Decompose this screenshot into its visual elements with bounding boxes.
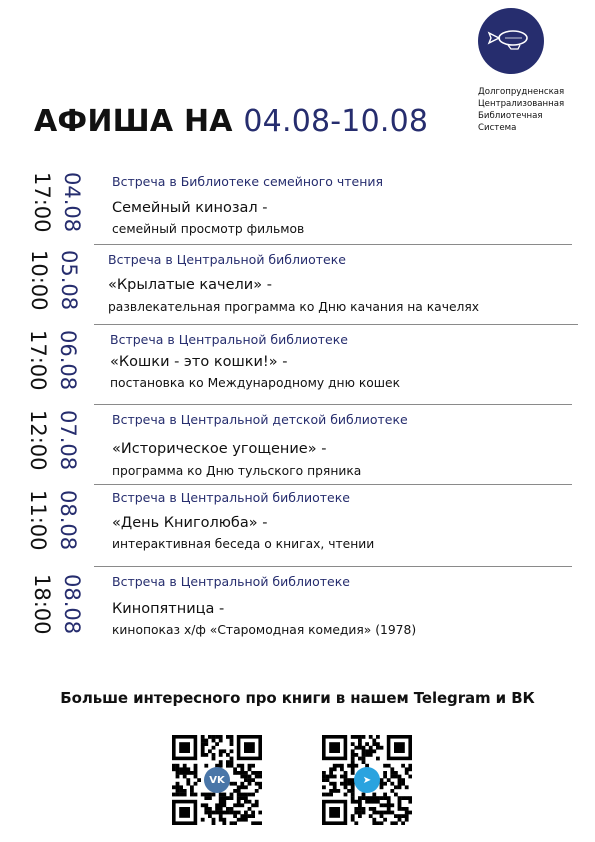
org-line: Библиотечная: [478, 111, 543, 121]
org-line: Централизованная: [478, 99, 565, 109]
title-dates: 04.08-10.08: [243, 104, 429, 139]
divider: [94, 324, 578, 325]
event-description: программа ко Дню тульского пряника: [112, 464, 362, 478]
event-date: 08.08: [56, 490, 80, 551]
org-line: Долгопрудненская: [478, 87, 565, 97]
divider: [94, 404, 572, 405]
event-time: 11:00: [26, 490, 50, 551]
event-date: 04.08: [60, 172, 84, 233]
event-date: 07.08: [56, 410, 80, 471]
telegram-icon: ➤: [354, 767, 380, 793]
event-time: 12:00: [26, 410, 50, 471]
event-time: 17:00: [26, 330, 50, 391]
library-logo: [478, 8, 544, 74]
event-date: 06.08: [56, 330, 80, 391]
event-venue: Встреча в Библиотеке семейного чтения: [112, 174, 384, 189]
event-venue: Встреча в Центральной библиотеке: [112, 574, 350, 589]
event-description: кинопоказ х/ф «Старомодная комедия» (1978): [112, 623, 417, 637]
event-description: семейный просмотр фильмов: [112, 222, 305, 236]
event-description: развлекательная программа ко Дню качания на качелях: [108, 300, 480, 314]
event-description: постановка ко Международному дню кошек: [110, 376, 401, 390]
event-date: 05.08: [57, 250, 81, 311]
title-prefix: АФИША НА: [34, 104, 233, 139]
divider: [94, 566, 572, 567]
telegram-qr-code[interactable]: [322, 735, 412, 825]
event-time: 18:00: [30, 574, 54, 635]
footer-social-text: Больше интересного про книги в нашем Telegram и ВК: [60, 689, 535, 707]
divider: [94, 244, 572, 245]
event-date: 08.08: [60, 574, 84, 635]
event-title: Семейный кинозал -: [112, 200, 268, 216]
organization-name: [478, 86, 593, 134]
event-venue: Встреча в Центральной библиотеке: [112, 490, 350, 505]
event-title: «Крылатые качели» -: [108, 277, 272, 293]
vk-qr-code[interactable]: [172, 735, 262, 825]
event-title: «День Книголюба» -: [112, 515, 268, 531]
event-title: Кинопятница -: [112, 601, 225, 617]
event-venue: Встреча в Центральной библиотеке: [110, 332, 348, 347]
event-venue: Встреча в Центральной библиотеке: [108, 252, 346, 267]
event-description: интерактивная беседа о книгах, чтении: [112, 537, 375, 551]
event-title: «Кошки - это кошки!» -: [110, 354, 288, 370]
org-line: Система: [478, 123, 517, 133]
airship-icon: [478, 8, 544, 74]
event-time: 10:00: [27, 250, 51, 311]
page-title: [34, 104, 428, 139]
event-time: 17:00: [30, 172, 54, 233]
event-venue: Встреча в Центральной детской библиотеке: [112, 412, 408, 427]
vk-icon: VK: [204, 767, 230, 793]
event-title: «Историческое угощение» -: [112, 441, 327, 457]
divider: [94, 484, 572, 485]
